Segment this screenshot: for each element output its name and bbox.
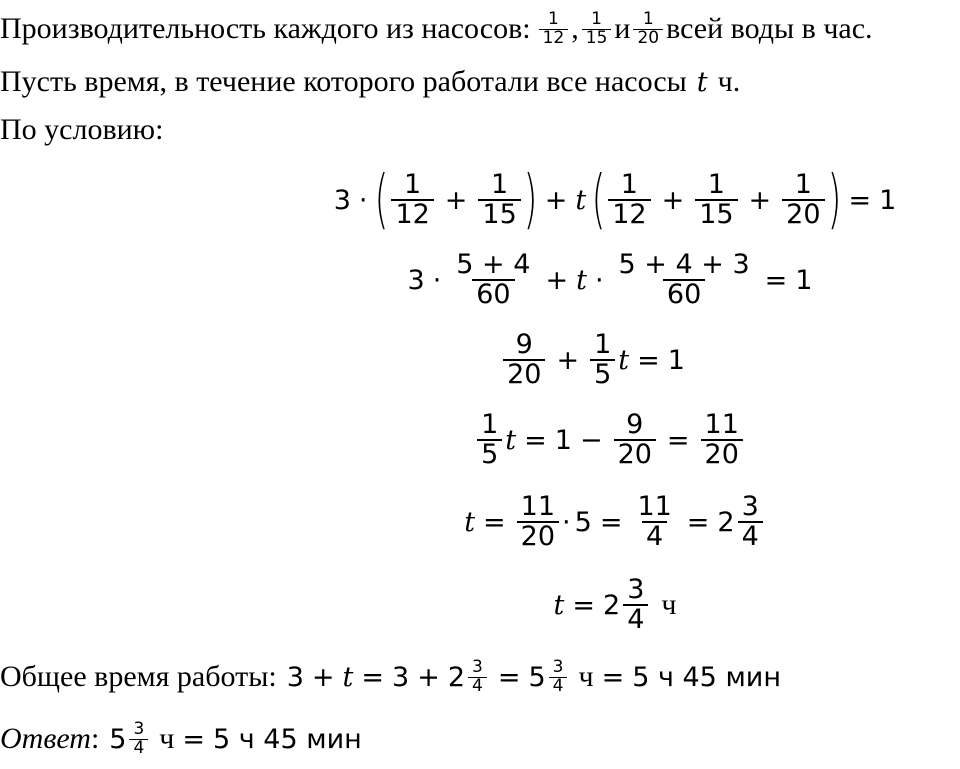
fraction: $\frac{5 + 4 + 3}{60}$ [618, 248, 750, 310]
equation-2: 3 · $\frac{5 + 4}{60}$ + t · $\frac{5 + 4 + 3}{60}$ = 1 [407, 248, 813, 310]
fraction: $\frac{1}{12}$ [608, 171, 650, 230]
fraction: $\frac{9}{20}$ [503, 331, 545, 390]
fraction: $\frac{1}{5}$ [477, 411, 502, 470]
fraction: $\frac{1}{5}$ [590, 331, 615, 390]
var-t: t [696, 66, 708, 98]
equation-1: 3 · ( $\frac{1}{12}$ + $\frac{1}{15}$ ) + t ( $\frac{1}{12}$ + $\frac{1}{15}$ + $\frac{1}{20}$ ) = 1 [333, 163, 897, 237]
fraction: $\frac{11}{20}$ [701, 411, 743, 470]
mixed-number: 2 $\frac{3}{4}$ [717, 493, 765, 552]
time-definition-line: Пусть время, в течение которого работали все насосы t ч. [0, 65, 741, 98]
rates-suffix: всей воды в час. [666, 12, 873, 45]
fraction: $\frac{11}{4}$ [637, 490, 672, 552]
rates-line: Производительность каждого из насосов: $\frac{1}{12}$ , $\frac{1}{15}$ и $\frac{1}{20}$ всей воды в час. [0, 8, 873, 48]
equation-4: $\frac{1}{5}$ t = 1 − $\frac{9}{20}$ = $\frac{11}{20}$ [0, 400, 960, 480]
fraction: $\frac{1}{12}$ [391, 171, 433, 230]
equation-5: t = $\frac{11}{20}$ · 5 = $\frac{11}{4}$ = 2 $\frac{3}{4}$ [0, 482, 960, 562]
mixed-number: 2 $\frac{3}{4}$ [603, 576, 651, 635]
fraction: $\frac{1}{15}$ [695, 171, 737, 230]
total-time-line: Общее время работы: 3 + t = 3 + 2 $\frac{3}{4}$ = 5 $\frac{3}{4}$ ч = 5 ч 45 мин [0, 656, 782, 696]
fraction: $\frac{1}{15}$ [478, 171, 520, 230]
rate-fraction-2: $\frac{1}{15}$ [582, 11, 612, 48]
answer-label: Ответ [0, 722, 91, 755]
rate-fraction-1: $\frac{1}{12}$ [539, 11, 569, 48]
fraction: $\frac{11}{20}$ [517, 493, 559, 552]
equation-3: $\frac{9}{20}$ + $\frac{1}{5}$ t = 1 [0, 320, 960, 400]
answer-line: Ответ : 5 $\frac{3}{4}$ ч = 5 ч 45 мин [0, 718, 362, 758]
rate-fraction-3: $\frac{1}{20}$ [633, 11, 663, 48]
fraction: $\frac{9}{20}$ [614, 411, 656, 470]
rates-prefix: Производительность каждого из насосов: [0, 12, 531, 45]
fraction: $\frac{5 + 4}{60}$ [456, 248, 531, 310]
condition-line: По условию: [0, 113, 164, 146]
fraction: $\frac{1}{20}$ [782, 171, 824, 230]
equation-6: t = 2 $\frac{3}{4}$ ч [553, 573, 677, 635]
